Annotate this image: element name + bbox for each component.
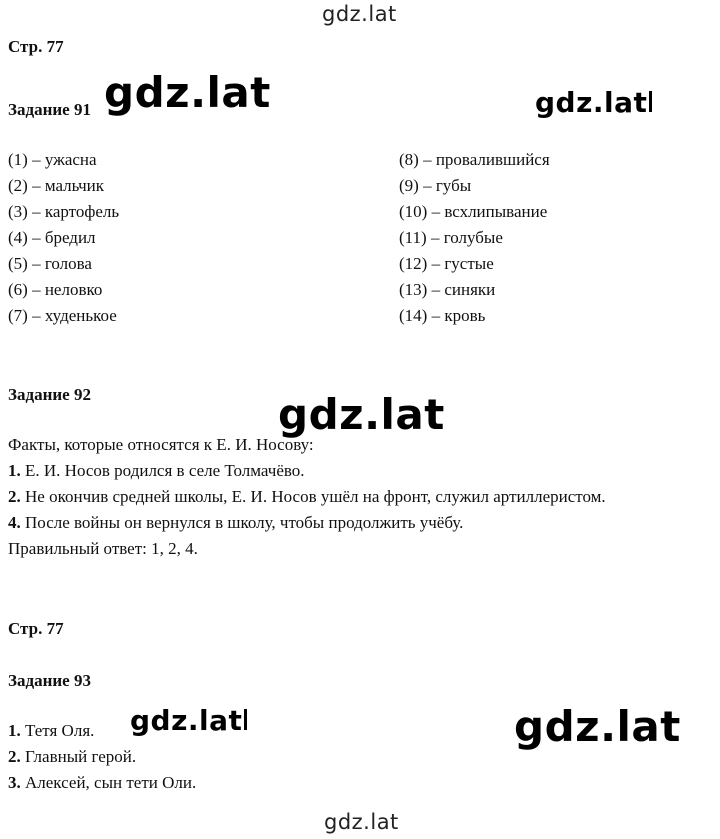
list-item: (13) – синяки [399,280,496,299]
task-92-title: Задание 92 [8,385,91,404]
list-item: (1) – ужасна [8,150,97,169]
watermark-medium-1: gdz.lat [535,86,652,119]
watermark-medium-2: gdz.lat [130,704,247,737]
list-item: (11) – голубые [399,228,503,247]
list-item: (7) – худенькое [8,306,117,325]
list-item: (2) – мальчик [8,176,105,195]
list-item: (8) – провалившийся [399,150,550,169]
list-item: (9) – губы [399,176,472,195]
watermark-bottom: gdz.lat [324,810,399,834]
watermark-top: gdz.lat [322,2,397,26]
task-91-title: Задание 91 [8,100,91,119]
list-item: (4) – бредил [8,228,96,247]
watermark-large-1: gdz.lat [104,68,271,117]
fact-item: 1. Е. И. Носов родился в селе Толмачёво. [8,461,305,480]
fact-item: 4. После войны он вернулся в школу, чтобы продолжить учёбу. [8,513,464,532]
list-item: (10) – всхлипывание [399,202,548,221]
watermark-large-3: gdz.lat [514,702,681,751]
task-92-answer: Правильный ответ: 1, 2, 4. [8,539,198,558]
page-label-2: Стр. 77 [8,619,64,638]
task-92-intro: Факты, которые относятся к Е. И. Носову: [8,435,314,454]
answer-item: 2. Главный герой. [8,747,137,766]
answer-item: 1. Тетя Оля. [8,721,95,740]
list-item: (6) – неловко [8,280,103,299]
answer-item: 3. Алексей, сын тети Оли. [8,773,197,792]
list-item: (3) – картофель [8,202,120,221]
watermark-large-2: gdz.lat [278,390,445,439]
list-item: (12) – густые [399,254,494,273]
list-item: (5) – голова [8,254,92,273]
list-item: (14) – кровь [399,306,486,325]
fact-item: 2. Не окончив средней школы, Е. И. Носов ушёл на фронт, служил артиллеристом. [8,487,606,506]
page-label-1: Стр. 77 [8,37,64,56]
task-93-title: Задание 93 [8,671,91,690]
